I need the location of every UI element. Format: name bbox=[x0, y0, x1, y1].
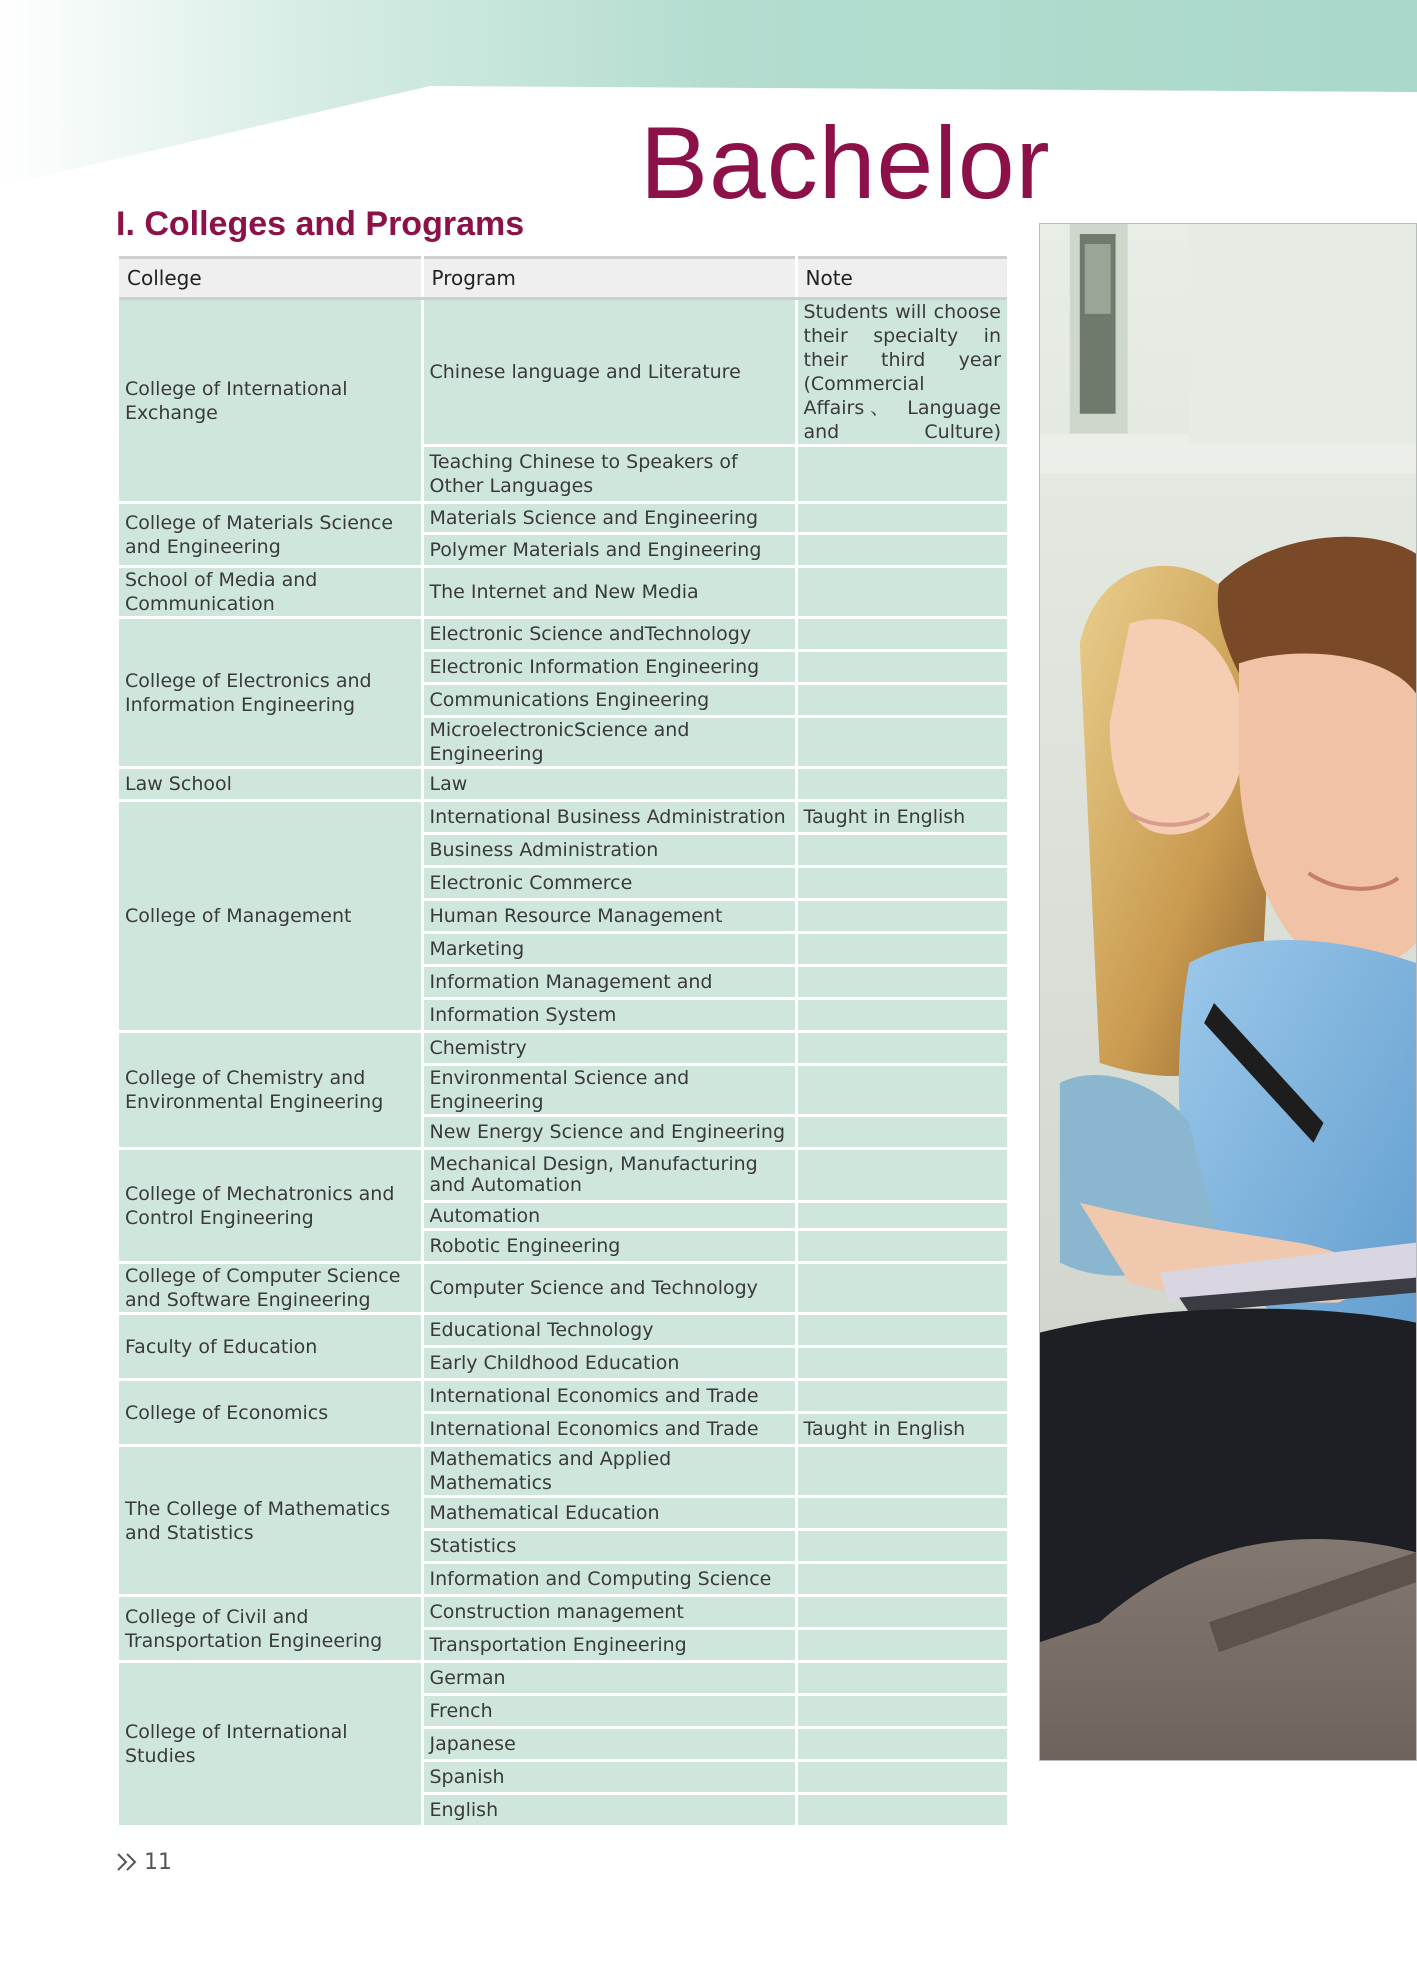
program-cell: Information System bbox=[422, 999, 796, 1032]
table-row bbox=[119, 1314, 1007, 1347]
program-cell: Business Administration bbox=[422, 834, 796, 867]
note-cell bbox=[796, 1446, 1007, 1497]
note-cell: Taught in English bbox=[796, 801, 1007, 834]
note-cell bbox=[796, 684, 1007, 717]
note-cell bbox=[796, 503, 1007, 534]
note-cell bbox=[796, 1662, 1007, 1695]
table-row bbox=[119, 618, 1007, 651]
note-cell bbox=[796, 1629, 1007, 1662]
college-cell: College of Electronics and Information Engineering bbox=[119, 618, 422, 768]
table-row bbox=[119, 801, 1007, 834]
table-row bbox=[119, 1446, 1007, 1497]
program-cell: Automation bbox=[422, 1202, 796, 1230]
note-cell: Students will choose their specialty in their third year (Commercial Affairs、 Language and Culture) bbox=[796, 299, 1007, 446]
column-header-note: Note bbox=[796, 258, 1007, 299]
column-header-college: College bbox=[119, 258, 422, 299]
note-cell bbox=[796, 768, 1007, 801]
program-cell: Communications Engineering bbox=[422, 684, 796, 717]
table-row bbox=[119, 1596, 1007, 1629]
program-cell: Computer Science and Technology bbox=[422, 1263, 796, 1314]
program-cell: International Economics and Trade bbox=[422, 1413, 796, 1446]
program-cell: Mathematical Education bbox=[422, 1497, 796, 1530]
note-cell bbox=[796, 1202, 1007, 1230]
students-photo bbox=[1039, 223, 1417, 1761]
college-cell: College of Materials Science and Engineering bbox=[119, 503, 422, 567]
note-cell bbox=[796, 1065, 1007, 1116]
program-cell: Mechanical Design, Manufacturing and Automation bbox=[422, 1149, 796, 1202]
program-cell: Polymer Materials and Engineering bbox=[422, 534, 796, 567]
program-cell: Educational Technology bbox=[422, 1314, 796, 1347]
table-row bbox=[119, 1032, 1007, 1065]
program-cell: Teaching Chinese to Speakers of Other Languages bbox=[422, 446, 796, 503]
program-cell: International Business Administration bbox=[422, 801, 796, 834]
note-cell bbox=[796, 446, 1007, 503]
program-cell: The Internet and New Media bbox=[422, 567, 796, 618]
column-header-program: Program bbox=[422, 258, 796, 299]
program-cell: Chinese language and Literature bbox=[422, 299, 796, 446]
program-cell: Japanese bbox=[422, 1728, 796, 1761]
note-cell bbox=[796, 1728, 1007, 1761]
note-cell bbox=[796, 567, 1007, 618]
program-cell: Environmental Science and Engineering bbox=[422, 1065, 796, 1116]
college-cell: The College of Mathematics and Statistics bbox=[119, 1446, 422, 1596]
note-cell: Taught in English bbox=[796, 1413, 1007, 1446]
college-cell: School of Media and Communication bbox=[119, 567, 422, 618]
program-cell: German bbox=[422, 1662, 796, 1695]
table-row bbox=[119, 1263, 1007, 1314]
program-cell: Transportation Engineering bbox=[422, 1629, 796, 1662]
college-cell: Law School bbox=[119, 768, 422, 801]
program-cell: Construction management bbox=[422, 1596, 796, 1629]
note-cell bbox=[796, 1263, 1007, 1314]
note-cell bbox=[796, 651, 1007, 684]
page-number-text: 11 bbox=[144, 1850, 172, 1875]
note-cell bbox=[796, 867, 1007, 900]
program-cell: MicroelectronicScience and Engineering bbox=[422, 717, 796, 768]
program-cell: Human Resource Management bbox=[422, 900, 796, 933]
programs-table bbox=[119, 256, 1007, 1828]
program-cell: Mathematics and Applied Mathematics bbox=[422, 1446, 796, 1497]
note-cell bbox=[796, 1761, 1007, 1794]
note-cell bbox=[796, 834, 1007, 867]
note-cell bbox=[796, 1563, 1007, 1596]
note-cell bbox=[796, 966, 1007, 999]
note-cell bbox=[796, 1347, 1007, 1380]
table-row bbox=[119, 768, 1007, 801]
note-cell bbox=[796, 717, 1007, 768]
table-row bbox=[119, 1662, 1007, 1695]
college-cell: College of Chemistry and Environmental Engineering bbox=[119, 1032, 422, 1149]
college-cell: College of Computer Science and Software Engineering bbox=[119, 1263, 422, 1314]
college-cell: College of Mechatronics and Control Engineering bbox=[119, 1149, 422, 1263]
note-cell bbox=[796, 1695, 1007, 1728]
note-cell bbox=[796, 1596, 1007, 1629]
note-cell bbox=[796, 1314, 1007, 1347]
program-cell: Statistics bbox=[422, 1530, 796, 1563]
program-cell: Electronic Commerce bbox=[422, 867, 796, 900]
program-cell: Information Management and bbox=[422, 966, 796, 999]
note-cell bbox=[796, 900, 1007, 933]
table-row bbox=[119, 567, 1007, 618]
college-cell: College of International Studies bbox=[119, 1662, 422, 1827]
note-cell bbox=[796, 1149, 1007, 1202]
program-cell: Electronic Information Engineering bbox=[422, 651, 796, 684]
table-header-row bbox=[119, 258, 1007, 299]
table-row bbox=[119, 1149, 1007, 1202]
table-row bbox=[119, 299, 1007, 446]
program-cell: Electronic Science andTechnology bbox=[422, 618, 796, 651]
program-cell: New Energy Science and Engineering bbox=[422, 1116, 796, 1149]
note-cell bbox=[796, 1380, 1007, 1413]
table-row bbox=[119, 1380, 1007, 1413]
program-cell: Law bbox=[422, 768, 796, 801]
program-cell: Materials Science and Engineering bbox=[422, 503, 796, 534]
note-cell bbox=[796, 1497, 1007, 1530]
note-cell bbox=[796, 1530, 1007, 1563]
note-cell bbox=[796, 1032, 1007, 1065]
program-cell: Chemistry bbox=[422, 1032, 796, 1065]
college-cell: College of Management bbox=[119, 801, 422, 1032]
program-cell: English bbox=[422, 1794, 796, 1827]
note-cell bbox=[796, 1794, 1007, 1827]
note-cell bbox=[796, 618, 1007, 651]
college-cell: Faculty of Education bbox=[119, 1314, 422, 1380]
program-cell: Marketing bbox=[422, 933, 796, 966]
note-cell bbox=[796, 1230, 1007, 1263]
note-cell bbox=[796, 1116, 1007, 1149]
program-cell: Robotic Engineering bbox=[422, 1230, 796, 1263]
program-cell: Spanish bbox=[422, 1761, 796, 1794]
page-title: Bachelor bbox=[640, 106, 1051, 220]
program-cell: International Economics and Trade bbox=[422, 1380, 796, 1413]
page-number bbox=[116, 1850, 172, 1875]
note-cell bbox=[796, 534, 1007, 567]
table-row bbox=[119, 503, 1007, 534]
college-cell: College of International Exchange bbox=[119, 299, 422, 503]
college-cell: College of Civil and Transportation Engineering bbox=[119, 1596, 422, 1662]
program-cell: Information and Computing Science bbox=[422, 1563, 796, 1596]
note-cell bbox=[796, 933, 1007, 966]
program-cell: Early Childhood Education bbox=[422, 1347, 796, 1380]
program-cell: French bbox=[422, 1695, 796, 1728]
section-title: I. Colleges and Programs bbox=[116, 205, 525, 243]
note-cell bbox=[796, 999, 1007, 1032]
double-chevron-right-icon bbox=[116, 1852, 138, 1872]
college-cell: College of Economics bbox=[119, 1380, 422, 1446]
